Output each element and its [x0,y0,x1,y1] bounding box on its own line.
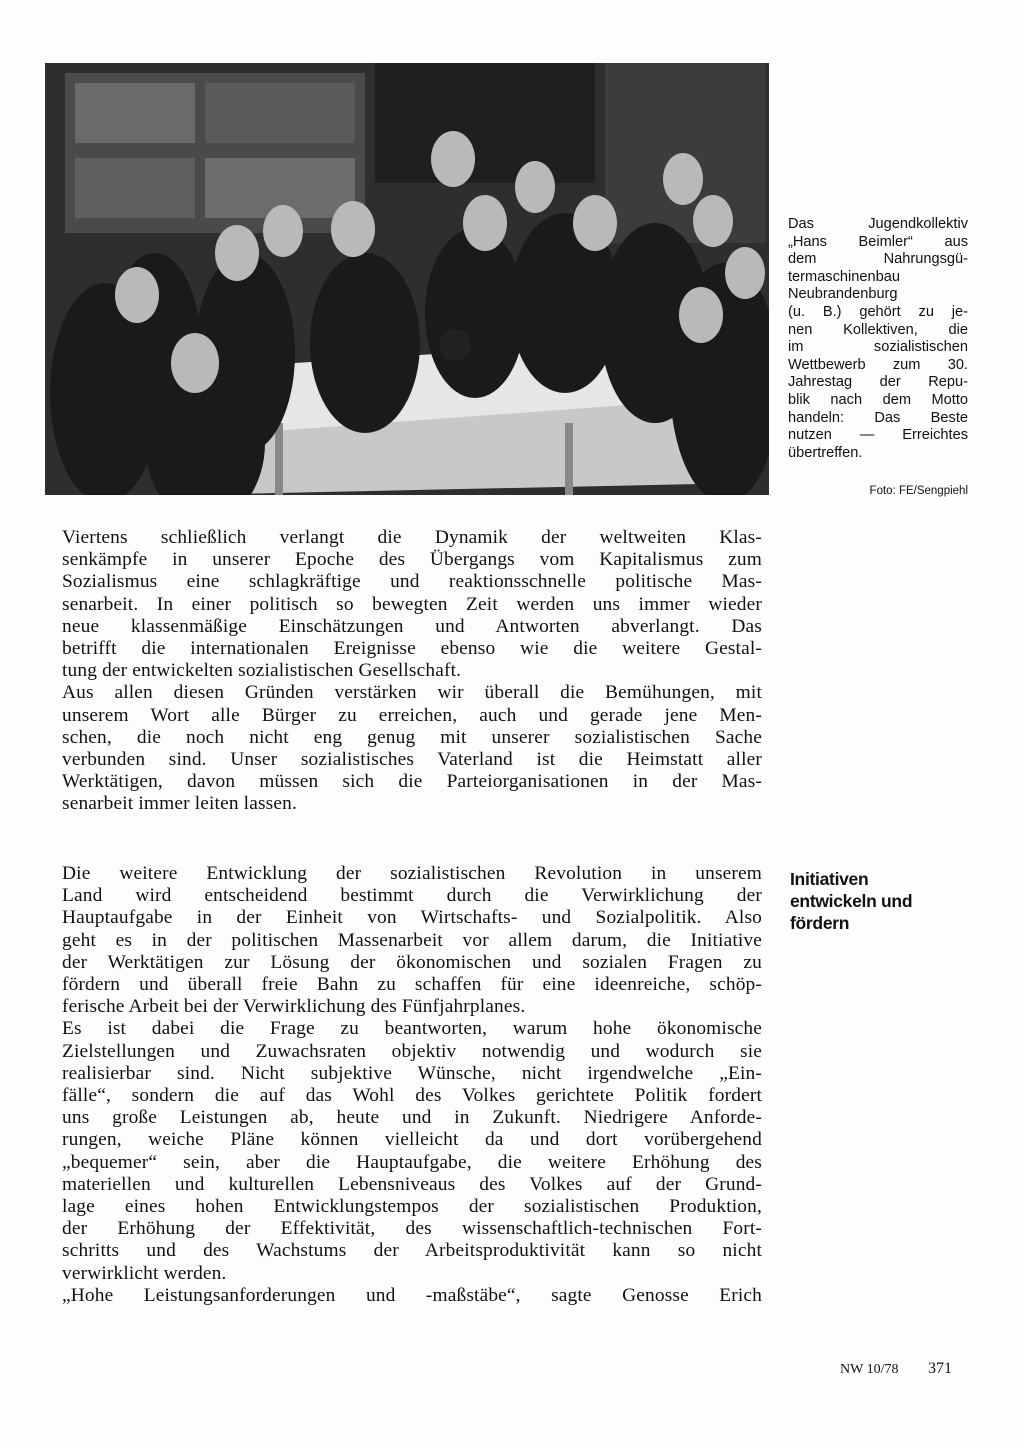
text-line: neue klassenmäßige Einschätzungen und Antworten abverlangt. Das [62,615,762,637]
text-line: Hauptaufgabe in der Einheit von Wirtschafts- und Sozialpolitik. Also [62,907,762,929]
caption-line: übertreffen. [788,444,863,461]
text-line: Es ist dabei die Frage zu beantworten, warum hohe ökonomische [62,1018,762,1040]
heading-line: Initiativen [790,869,869,889]
heading-line: entwickeln und [790,891,913,912]
text-line: fälle“, sondern die auf das Wohl des Volkes gerichtete Politik fordert [62,1085,762,1107]
caption-line: handeln: Das Beste [788,409,968,426]
text-line: „bequemer“ sein, aber die Hauptaufgabe, die weitere Erhöhung des [62,1151,762,1173]
text-line: tung der entwickelten sozialistischen Gesellschaft. [62,660,462,682]
text-line: fördern und überall freie Bahn zu schaffen für eine ideenreiche, schöp- [62,974,762,996]
text-line: „Hohe Leistungsanforderungen und -maßstäbe“, sagte Genosse Erich [62,1284,762,1306]
text-line: lage eines hohen Entwicklungstempos der sozialistischen Produktion, [62,1196,762,1218]
text-line: Zielstellungen und Zuwachsraten objektiv notwendig und wodurch sie [62,1040,762,1062]
text-line: verbunden sind. Unser sozialistisches Vaterland ist die Heimstatt aller [62,749,762,771]
text-line: betrifft die internationalen Ereignisse ebenso wie die weitere Gestal- [62,638,762,660]
section-heading [790,868,960,935]
page-number: 371 [928,1360,952,1377]
photo-credit: Foto: FE/Sengpiehl [869,485,968,497]
text-line: geht es in der politischen Massenarbeit vor allem darum, die Initiative [62,929,762,951]
caption-line: Das Jugendkollektiv [788,216,968,232]
text-line: Sozialismus eine schlagkräftige und reaktionsschnelle politische Mas- [62,571,762,593]
text-line: schritts und des Wachstums der Arbeitsproduktivität kann so nicht [62,1240,762,1262]
text-line: Aus allen diesen Gründen verstärken wir überall die Bemühungen, mit [62,682,762,704]
caption-line: nutzen — Erreichtes [788,427,968,444]
text-line: der Erhöhung der Effektivität, des wissenschaftlich-technischen Fort- [62,1218,762,1240]
caption-line: (u. B.) gehört zu je- [788,303,968,320]
caption-line: Jahrestag der Repu- [788,374,968,391]
issue-label: NW 10/78 [840,1362,899,1377]
group-photo [45,63,769,495]
heading-line: fördern [790,913,850,934]
body-section-1 [62,527,762,816]
text-line: Die weitere Entwicklung der sozialistischen Revolution in unserem [62,863,762,884]
text-line: Land wird entscheidend bestimmt durch die Verwirklichung der [62,885,762,907]
caption-line: Wettbewerb zum 30. [788,356,968,373]
caption-line: termaschinenbau [788,268,900,285]
text-line: verwirklicht werden. [62,1262,227,1284]
text-line: senkämpfe in unserer Epoche des Übergangs vom Kapitalismus zum [62,549,762,571]
text-line: Viertens schließlich verlangt die Dynamik der weltweiten Klas- [62,527,762,548]
text-line: realisierbar sind. Nicht subjektive Wünsche, nicht irgendwelche „Ein- [62,1062,762,1084]
text-line: senarbeit immer leiten lassen. [62,793,297,815]
photo-caption [788,216,968,462]
caption-line: im sozialistischen [788,339,968,356]
text-line: ferische Arbeit bei der Verwirklichung des Fünfjahrplanes. [62,996,526,1018]
text-line: rungen, weiche Pläne können vielleicht da und dort vorübergehend [62,1129,762,1151]
caption-line: dem Nahrungsgü- [788,251,968,268]
body-section-2 [62,863,762,1307]
text-line: der Werktätigen zur Lösung der ökonomischen und sozialen Fragen zu [62,951,762,973]
caption-line: blik nach dem Motto [788,391,968,408]
text-line: unserem Wort alle Bürger zu erreichen, auch und gerade jene Men- [62,704,762,726]
text-line: schen, die noch nicht eng genug mit unserer sozialistischen Sache [62,726,762,748]
text-line: uns große Leistungen ab, heute und in Zukunft. Niedrigere Anforde- [62,1107,762,1129]
text-line: Werktätigen, davon müssen sich die Parteiorganisationen in der Mas- [62,771,762,793]
text-line: materiellen und kulturellen Lebensniveaus des Volkes auf der Grund- [62,1173,762,1195]
caption-line: nen Kollektiven, die [788,321,968,338]
group-photo-icon [45,63,769,495]
caption-line: Neubrandenburg [788,286,898,303]
text-line: senarbeit. In einer politisch so bewegten Zeit werden uns immer wieder [62,593,762,615]
caption-line: „Hans Beimler“ aus [788,233,968,250]
